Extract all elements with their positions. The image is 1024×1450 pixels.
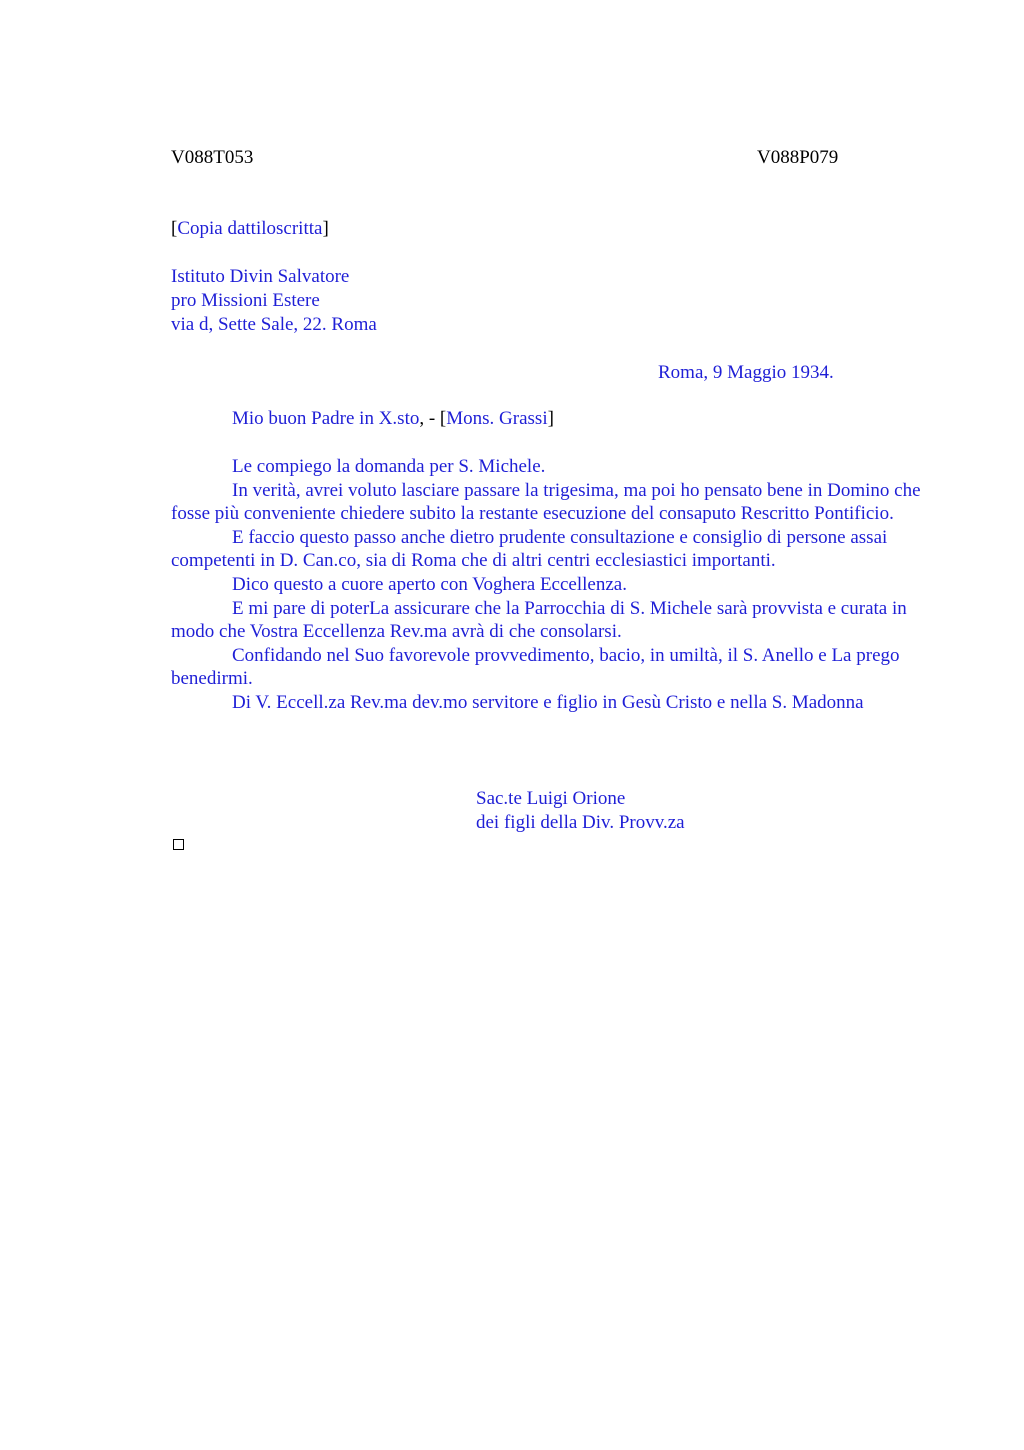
- document-code-left: V088T053: [171, 147, 254, 168]
- copy-note-close-bracket: ]: [322, 218, 329, 239]
- body-paragraph-2: In verità, avrei voluto lasciare passare la trigesima, ma poi ho pensato bene in Domino che fosse più conveniente chiedere subito la restante esecuzione del consaputo Rescritto Pontificio.: [171, 479, 921, 525]
- copy-note-label: Copia dattiloscritta: [177, 218, 323, 239]
- signature-name: Sac.te Luigi Orione: [476, 788, 626, 809]
- copy-note: [171, 217, 329, 241]
- body-paragraph-3: E faccio questo passo anche dietro prudente consultazione e consiglio di persone assai competenti in D. Can.co, sia di Roma che di altri centri ecclesiastici importanti.: [171, 526, 888, 572]
- signature-title: dei figli della Div. Provv.za: [476, 812, 685, 833]
- document-code-right: V088P079: [757, 147, 839, 168]
- letter-date: Roma, 9 Maggio 1934.: [658, 362, 834, 383]
- body-paragraph-1: Le compiego la domanda per S. Michele.: [232, 456, 546, 477]
- salutation-recipient: Mons. Grassi: [446, 408, 548, 429]
- address-line-3: via d, Sette Sale, 22. Roma: [171, 314, 377, 335]
- body-paragraph-4: Dico questo a cuore aperto con Voghera Eccellenza.: [232, 573, 627, 595]
- letter-body: [171, 455, 931, 715]
- salutation: [232, 407, 554, 431]
- body-paragraph-7: Di V. Eccell.za Rev.ma dev.mo servitore e figlio in Gesù Cristo e nella S. Madonna: [232, 691, 864, 713]
- copy-note-open-bracket: [: [171, 218, 178, 239]
- address-line-1: Istituto Divin Salvatore: [171, 266, 350, 287]
- sender-address: [171, 265, 377, 337]
- signature-block: [476, 787, 685, 835]
- body-paragraph-5: E mi pare di poterLa assicurare che la Parrocchia di S. Michele sarà provvista e curata in modo che Vostra Eccellenza Rev.ma avrà di che consolarsi.: [171, 597, 907, 643]
- salutation-separator: , - [: [419, 408, 447, 429]
- salutation-greeting: Mio buon Padre in X.sto: [232, 408, 420, 429]
- address-line-2: pro Missioni Estere: [171, 290, 320, 311]
- end-of-document-box-icon: [173, 839, 184, 850]
- body-paragraph-6: Confidando nel Suo favorevole provvedimento, bacio, in umiltà, il S. Anello e La prego benedirmi.: [171, 644, 900, 690]
- salutation-close-bracket: ]: [547, 408, 554, 429]
